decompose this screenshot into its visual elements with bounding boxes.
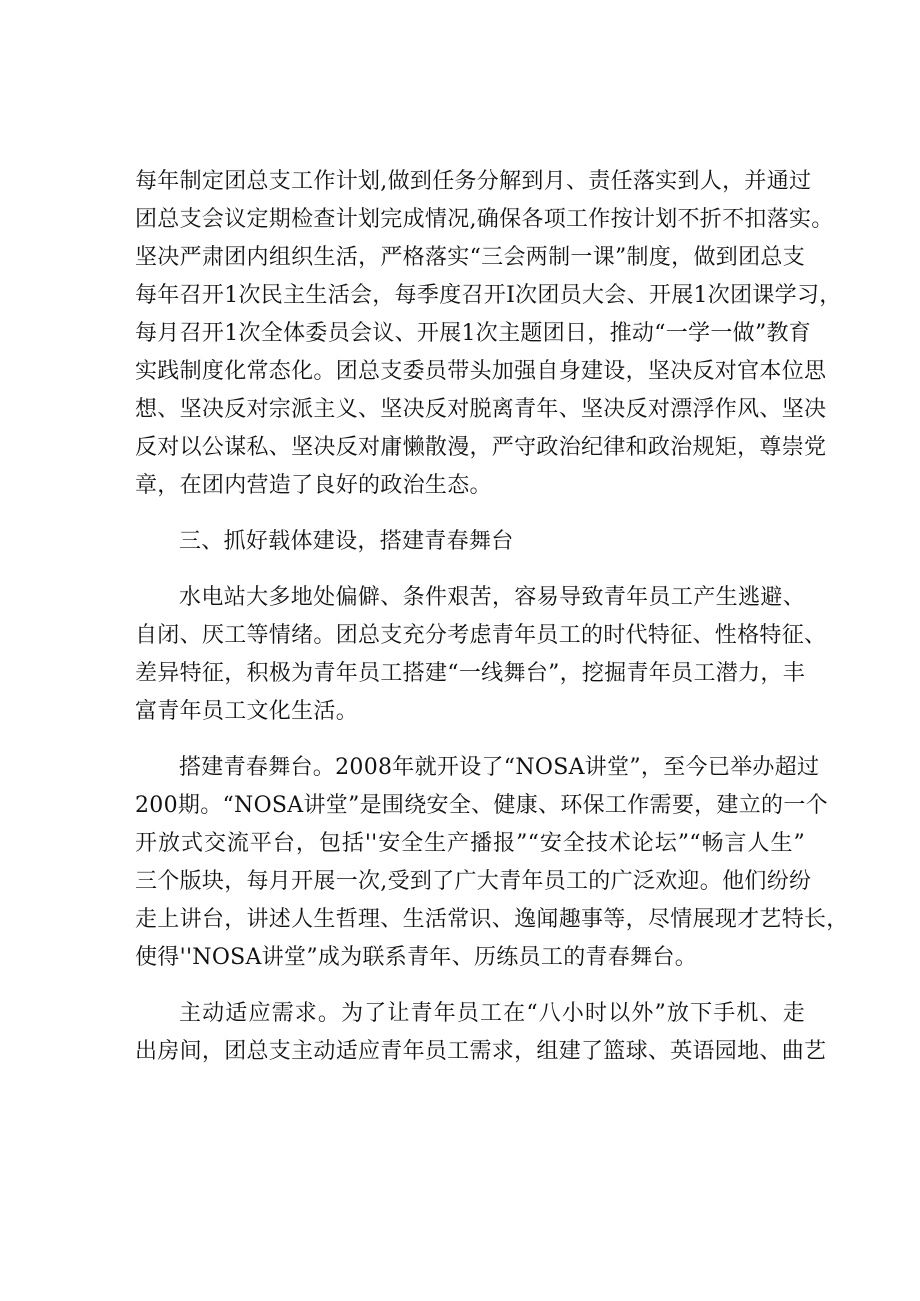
text-line: 坚决严肃团内组织生活，严格落实“三会两制一课”制度，做到团总支 <box>135 245 805 270</box>
text-line: 搭建青春舞台。2008年就开设了“NOSA讲堂”，至今已举办超过 <box>179 755 820 780</box>
text-line: 三个版块，每月开展一次,受到了广大青年员工的广泛欢迎。他们纷纷 <box>135 869 812 894</box>
text-line: 走上讲台，讲述人生哲理、生活常识、逸闻趣事等，尽情展现才艺特长， <box>135 907 849 932</box>
body-text <box>135 163 849 1071</box>
paragraph-gap <box>135 731 805 749</box>
text-line: 反对以公谋私、坚决反对庸懒散漫，严守政治纪律和政治规矩，尊崇党 <box>135 435 827 460</box>
text-line: 差异特征，积极为青年员工搭建“一线舞台”，挖掘青年员工潜力，丰 <box>135 661 805 686</box>
text-line: 想、坚决反对宗派主义、坚决反对脱离青年、坚决反对漂浮作风、坚决 <box>135 397 827 422</box>
paragraph-gap <box>135 505 805 523</box>
text-line: 水电站大多地处偏僻、条件艰苦，容易导致青年员工产生逃避、 <box>179 585 805 610</box>
text-line: 主动适应需求。为了让青年员工在“八小时以外”放下手机、走 <box>179 1001 805 1026</box>
text-line: 自闭、厌工等情绪。团总支充分考虑青年员工的时代特征、性格特征、 <box>135 623 827 648</box>
text-line: 使得''NOSA讲堂”成为联系青年、历练员工的青春舞台。 <box>135 945 697 970</box>
text-line: 实践制度化常态化。团总支委员带头加强自身建设，坚决反对官本位思 <box>135 359 827 384</box>
text-line: 团总支会议定期检查计划完成情况,确保各项工作按计划不折不扣落实。 <box>135 207 834 232</box>
text-line: 每月召开1次全体委员会议、开展1次主题团日，推动“一学一做”教育 <box>135 321 812 346</box>
text-line: 每年制定团总支工作计划,做到任务分解到月、责任落实到人，并通过 <box>135 169 812 194</box>
text-line: 每年召开1次民主生活会，每季度召开I次团员大会、开展1次团课学习， <box>135 283 842 308</box>
section-heading: 三、抓好载体建设，搭建青春舞台 <box>179 529 514 554</box>
text-line: 开放式交流平台，包括''安全生产播报”“安全技术论坛”“畅言人生” <box>135 831 805 856</box>
text-line: 200期。“NOSA讲堂”是围绕安全、健康、环保工作需要，建立的一个 <box>135 793 828 818</box>
text-line: 富青年员工文化生活。 <box>135 699 359 724</box>
text-line: 出房间，团总支主动适应青年员工需求，组建了篮球、英语园地、曲艺 <box>135 1039 827 1064</box>
paragraph-gap <box>135 561 805 579</box>
paragraph-gap <box>135 977 805 995</box>
text-line: 章，在团内营造了良好的政治生态。 <box>135 473 492 498</box>
